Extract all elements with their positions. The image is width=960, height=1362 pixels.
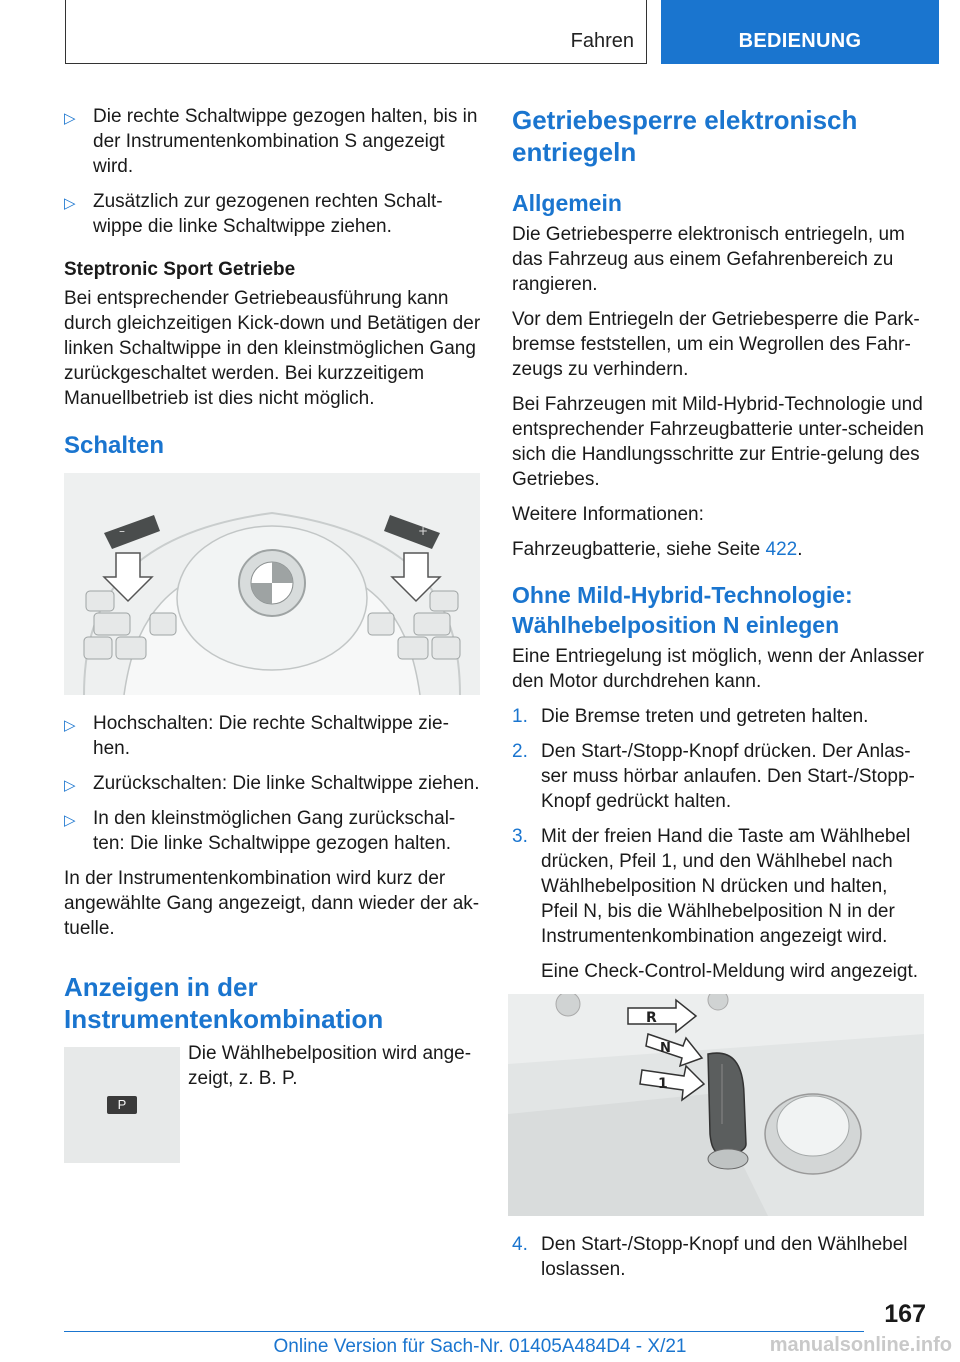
watermark-logo: manualsonline.info (769, 1334, 952, 1356)
list-item: 3. Mit der freien Hand die Taste am Wählhebel drücken, Pfeil 1, und den Wählhebel nach Wählhebelposition N drücken und halten, Pfeil N, bis die Wählhebelposition N in der Instrumentenkombination angezeigt wird. Eine Check-Control-Meldung wird angezeigt. (512, 826, 919, 982)
main-heading: Getriebesperre elektronisch entriegeln (512, 105, 858, 167)
page-number: 167 (884, 1300, 926, 1328)
anzeigen-heading: Anzeigen in der Instrumentenkombination (64, 972, 384, 1034)
ohne-text: Eine Entriegelung ist möglich, wenn der Anlasser den Motor durchdrehen kann. (512, 646, 924, 692)
list-item: ▷ Hochschalten: Die rechte Schaltwippe zie‐hen. (64, 713, 449, 759)
steptronic-heading: Steptronic Sport Getriebe (64, 259, 296, 280)
page-link-422[interactable]: 422 (765, 539, 798, 560)
triangle-bullet-icon: ▷ (64, 777, 76, 794)
list-item: ▷ Zusätzlich zur gezogenen rechten Schalt‐wippe die linke Schaltwippe ziehen. (64, 191, 443, 237)
see-page-reference: Fahrzeugbatterie, siehe Seite 422. (512, 539, 803, 560)
anzeigen-text: Die Wählhebelposition wird ange‐zeigt, z. B. P. (188, 1043, 472, 1089)
triangle-bullet-icon: ▷ (64, 812, 76, 829)
list-item: 4. Den Start-/Stopp-Knopf und den Wählhebel loslassen. (512, 1234, 908, 1280)
left-column (64, 104, 484, 1163)
steering-wheel-figure (64, 473, 480, 695)
triangle-bullet-icon: ▷ (64, 195, 76, 212)
gear-position-p-icon: P (107, 1096, 137, 1114)
indicator-row (64, 1043, 484, 1163)
list-item: ▷ In den kleinstmöglichen Gang zurückschal‐ten: Die linke Schaltwippe gezogen halten. (64, 808, 456, 854)
list-item: 2. Den Start-/Stopp-Knopf drücken. Der Anlas‐ser muss hörbar anlaufen. Den Start-/Stopp-Knopf gedrückt halten. (512, 741, 915, 812)
steering-wheel-illustration (64, 473, 480, 695)
triangle-bullet-icon: ▷ (64, 717, 76, 734)
chapter-tab-label: Fahren (570, 30, 634, 52)
steptronic-text: Bei entsprechender Getriebeausführung kann durch gleichzeitigen Kick-down und Betätigen der linken Schaltwippe in den kleinstmöglichen Gang zurückgeschaltet werden. Bei kurzzeitigem Manuellbetrieb ist dies nicht möglich. (64, 288, 481, 409)
arrow-n-label: N (660, 1041, 671, 1056)
chapter-tab (65, 0, 647, 64)
paddle-plus-label: + (418, 524, 429, 538)
gear-selector-figure (508, 994, 924, 1216)
steps-list (512, 704, 928, 984)
indicator-figure (64, 1047, 180, 1163)
allgemein-heading: Allgemein (512, 190, 622, 216)
footer-version-text: Online Version für Sach-Nr. 01405A484D4 - X/21 (273, 1336, 687, 1357)
section-tab (661, 0, 939, 64)
steps-list-continued (512, 1232, 928, 1282)
gear-selector-illustration (508, 994, 924, 1216)
footer-divider (64, 1331, 864, 1332)
right-column (512, 104, 928, 1292)
triangle-bullet-icon: ▷ (64, 110, 76, 127)
schalten-text: In der Instrumentenkombination wird kurz der angewählte Gang angezeigt, dann wieder der ak‐tuelle. (64, 868, 480, 939)
schalten-heading: Schalten (64, 432, 165, 459)
ohne-heading: Ohne Mild-Hybrid-Technologie: Wählhebelposition N einlegen (512, 582, 853, 638)
schalten-bullet-list (64, 711, 484, 856)
list-item: ▷ Die rechte Schaltwippe gezogen halten, bis in der Instrumentenkombination S angezeigt wird. (64, 106, 478, 177)
allgemein-paragraph: Weitere Informationen: (512, 504, 704, 525)
list-item: ▷ Zurückschalten: Die linke Schaltwippe ziehen. (64, 771, 484, 796)
arrow-one-label: 1 (658, 1076, 668, 1092)
section-tab-label: BEDIENUNG (738, 30, 862, 52)
allgemein-paragraph: Bei Fahrzeugen mit Mild-Hybrid-Technologie und entsprechender Fahrzeugbatterie unter‐scheiden sich die Handlungsschritte zur Entrie‐gelung des Getriebes. (512, 394, 924, 490)
list-item: 1. Die Bremse treten und getreten halten. (512, 706, 869, 727)
paddle-minus-label: – (119, 524, 125, 538)
arrow-r-label: R (646, 1010, 657, 1026)
allgemein-paragraph: Die Getriebesperre elektronisch entriegeln, um das Fahrzeug aus einem Gefahrenbereich zu rangieren. (512, 224, 905, 295)
top-bullet-list (64, 104, 484, 239)
allgemein-paragraph: Vor dem Entriegeln der Getriebesperre die Park‐bremse feststellen, um ein Wegrollen des Fahr‐zeugs zu verhindern. (512, 309, 920, 380)
